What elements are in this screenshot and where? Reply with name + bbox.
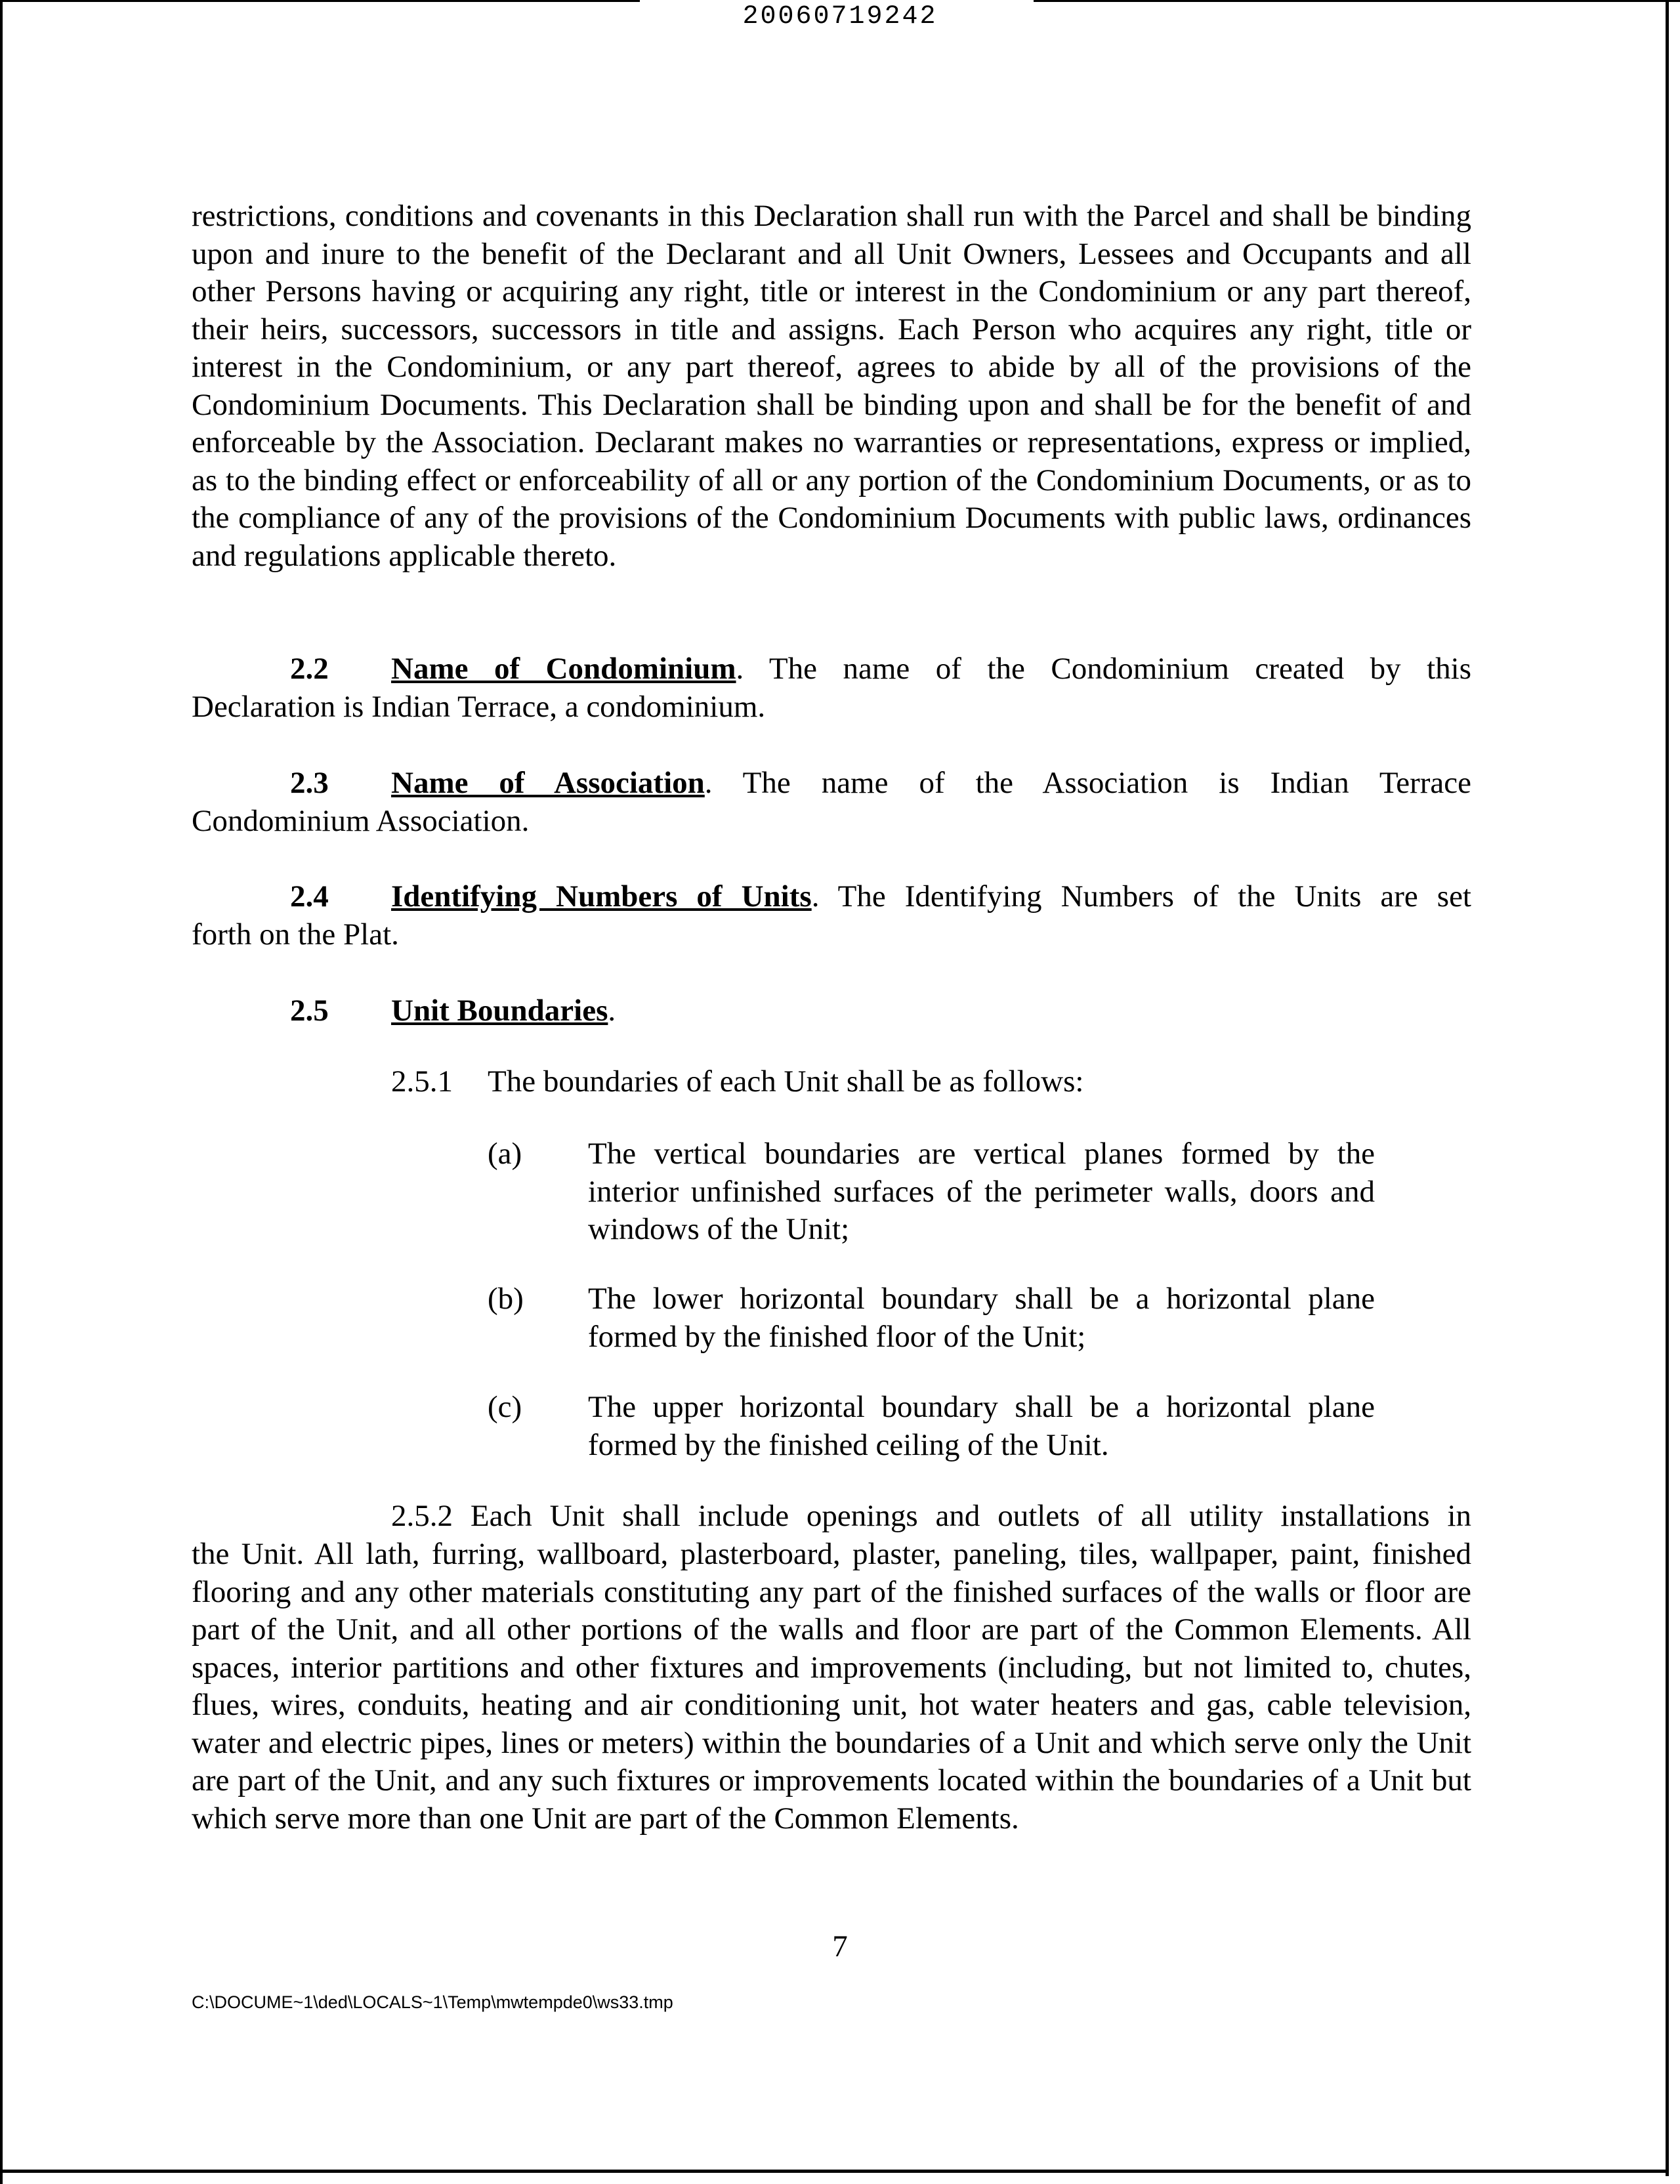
section-2-3-continuation: Condominium Association.: [192, 804, 530, 838]
section-2-5-line: [391, 992, 616, 1030]
section-2-4-heading: Identifying Numbers of Units: [391, 879, 812, 914]
section-2-5-punct: .: [608, 994, 616, 1028]
right-border: [1666, 0, 1669, 2176]
section-2-2-line: [391, 650, 1471, 688]
top-rule-right: [1034, 0, 1680, 2]
subsection-2-5-2-number: 2.5.2: [391, 1499, 453, 1533]
section-2-2-continuation: Declaration is Indian Terrace, a condominium.: [192, 690, 766, 724]
intro-paragraph: restrictions, conditions and covenants in this Declaration shall run with the Parcel and shall be binding upon and inure to the benefit of the Declarant and all Unit Owners, Lessees and Occupants and all other Persons having or acquiring any right, title or interest in the Condominium or any part thereof, their heirs, successors, successors in title and assigns. Each Person who acquires any right, title or interest in the Condominium, or any part thereof, agrees to abide by all of the provisions of the Condominium Documents. This Declaration shall be binding upon and shall be for the benefit of and enforceable by the Association. Declarant makes no warranties or representations, express or implied, as to the binding effect or enforceability of all or any portion of the Condominium Documents, or as to the compliance of any of the provisions of the Condominium Documents with public laws, ordinances and regulations applicable thereto.: [192, 199, 1471, 573]
section-2-3-heading: Name of Association: [391, 766, 705, 800]
section-2-2-number: 2.2: [290, 652, 329, 686]
section-2-2-text: . The name of the Condominium created by this: [736, 652, 1471, 686]
document-number: 20060719242: [742, 2, 938, 32]
section-2-4-line: [391, 878, 1471, 916]
list-item-c-label: (c): [488, 1390, 522, 1424]
section-2-3-line: [391, 765, 1471, 803]
section-2-2-heading: Name of Condominium: [391, 652, 736, 686]
list-item-c-text: The upper horizontal boundary shall be a horizontal plane formed by the finished ceiling of the Unit.: [588, 1390, 1375, 1462]
subsection-2-5-2-text: the Unit. All lath, furring, wallboard, plasterboard, plaster, paneling, tiles, wallpaper, paint, finished flooring and any other materials constituting any part of the finished surfaces of the walls or floor are part of the Unit, and all other portions of the walls and floor are part of the Common Elements. All spaces, interior partitions and other fixtures and improvements (including, but not limited to, chutes, flues, wires, conduits, heating and air conditioning unit, hot water heaters and gas, cable television, water and electric pipes, lines or meters) within the boundaries of a Unit and which serve only the Unit are part of the Unit, and any such fixtures or improvements located within the boundaries of a Unit but which serve more than one Unit are part of the Common Elements.: [192, 1537, 1471, 1836]
list-item-a-label: (a): [488, 1137, 522, 1171]
list-item-a-text: The vertical boundaries are vertical planes formed by the interior unfinished surfaces of the perimeter walls, doors and windows of the Unit;: [588, 1137, 1375, 1246]
subsection-2-5-2-first-line: [391, 1498, 1471, 1536]
page-number: 7: [832, 1929, 848, 1964]
footer-file-path: C:\DOCUME~1\ded\LOCALS~1\Temp\mwtempde0\ws33.tmp: [192, 1992, 673, 2012]
section-2-4-number: 2.4: [290, 879, 329, 914]
subsection-2-5-1-number: 2.5.1: [391, 1064, 453, 1099]
list-item-b-label: (b): [488, 1282, 524, 1316]
section-2-3-number: 2.3: [290, 766, 329, 800]
subsection-2-5-2-first-text: Each Unit shall include openings and outlets of all utility installations in: [470, 1499, 1472, 1533]
subsection-2-5-1-text: The boundaries of each Unit shall be as follows:: [488, 1064, 1084, 1099]
list-item-b-text: The lower horizontal boundary shall be a horizontal plane formed by the finished floor of the Unit;: [588, 1282, 1375, 1354]
section-2-4-continuation: forth on the Plat.: [192, 917, 399, 952]
top-rule-left: [0, 0, 640, 2]
section-2-5-heading: Unit Boundaries: [391, 994, 608, 1028]
section-2-5-number: 2.5: [290, 994, 329, 1028]
left-border: [0, 0, 3, 2184]
section-2-3-text: . The name of the Association is Indian Terrace: [704, 766, 1471, 800]
section-2-4-text: . The Identifying Numbers of the Units are set: [811, 879, 1471, 914]
bottom-border: [0, 2170, 1669, 2173]
